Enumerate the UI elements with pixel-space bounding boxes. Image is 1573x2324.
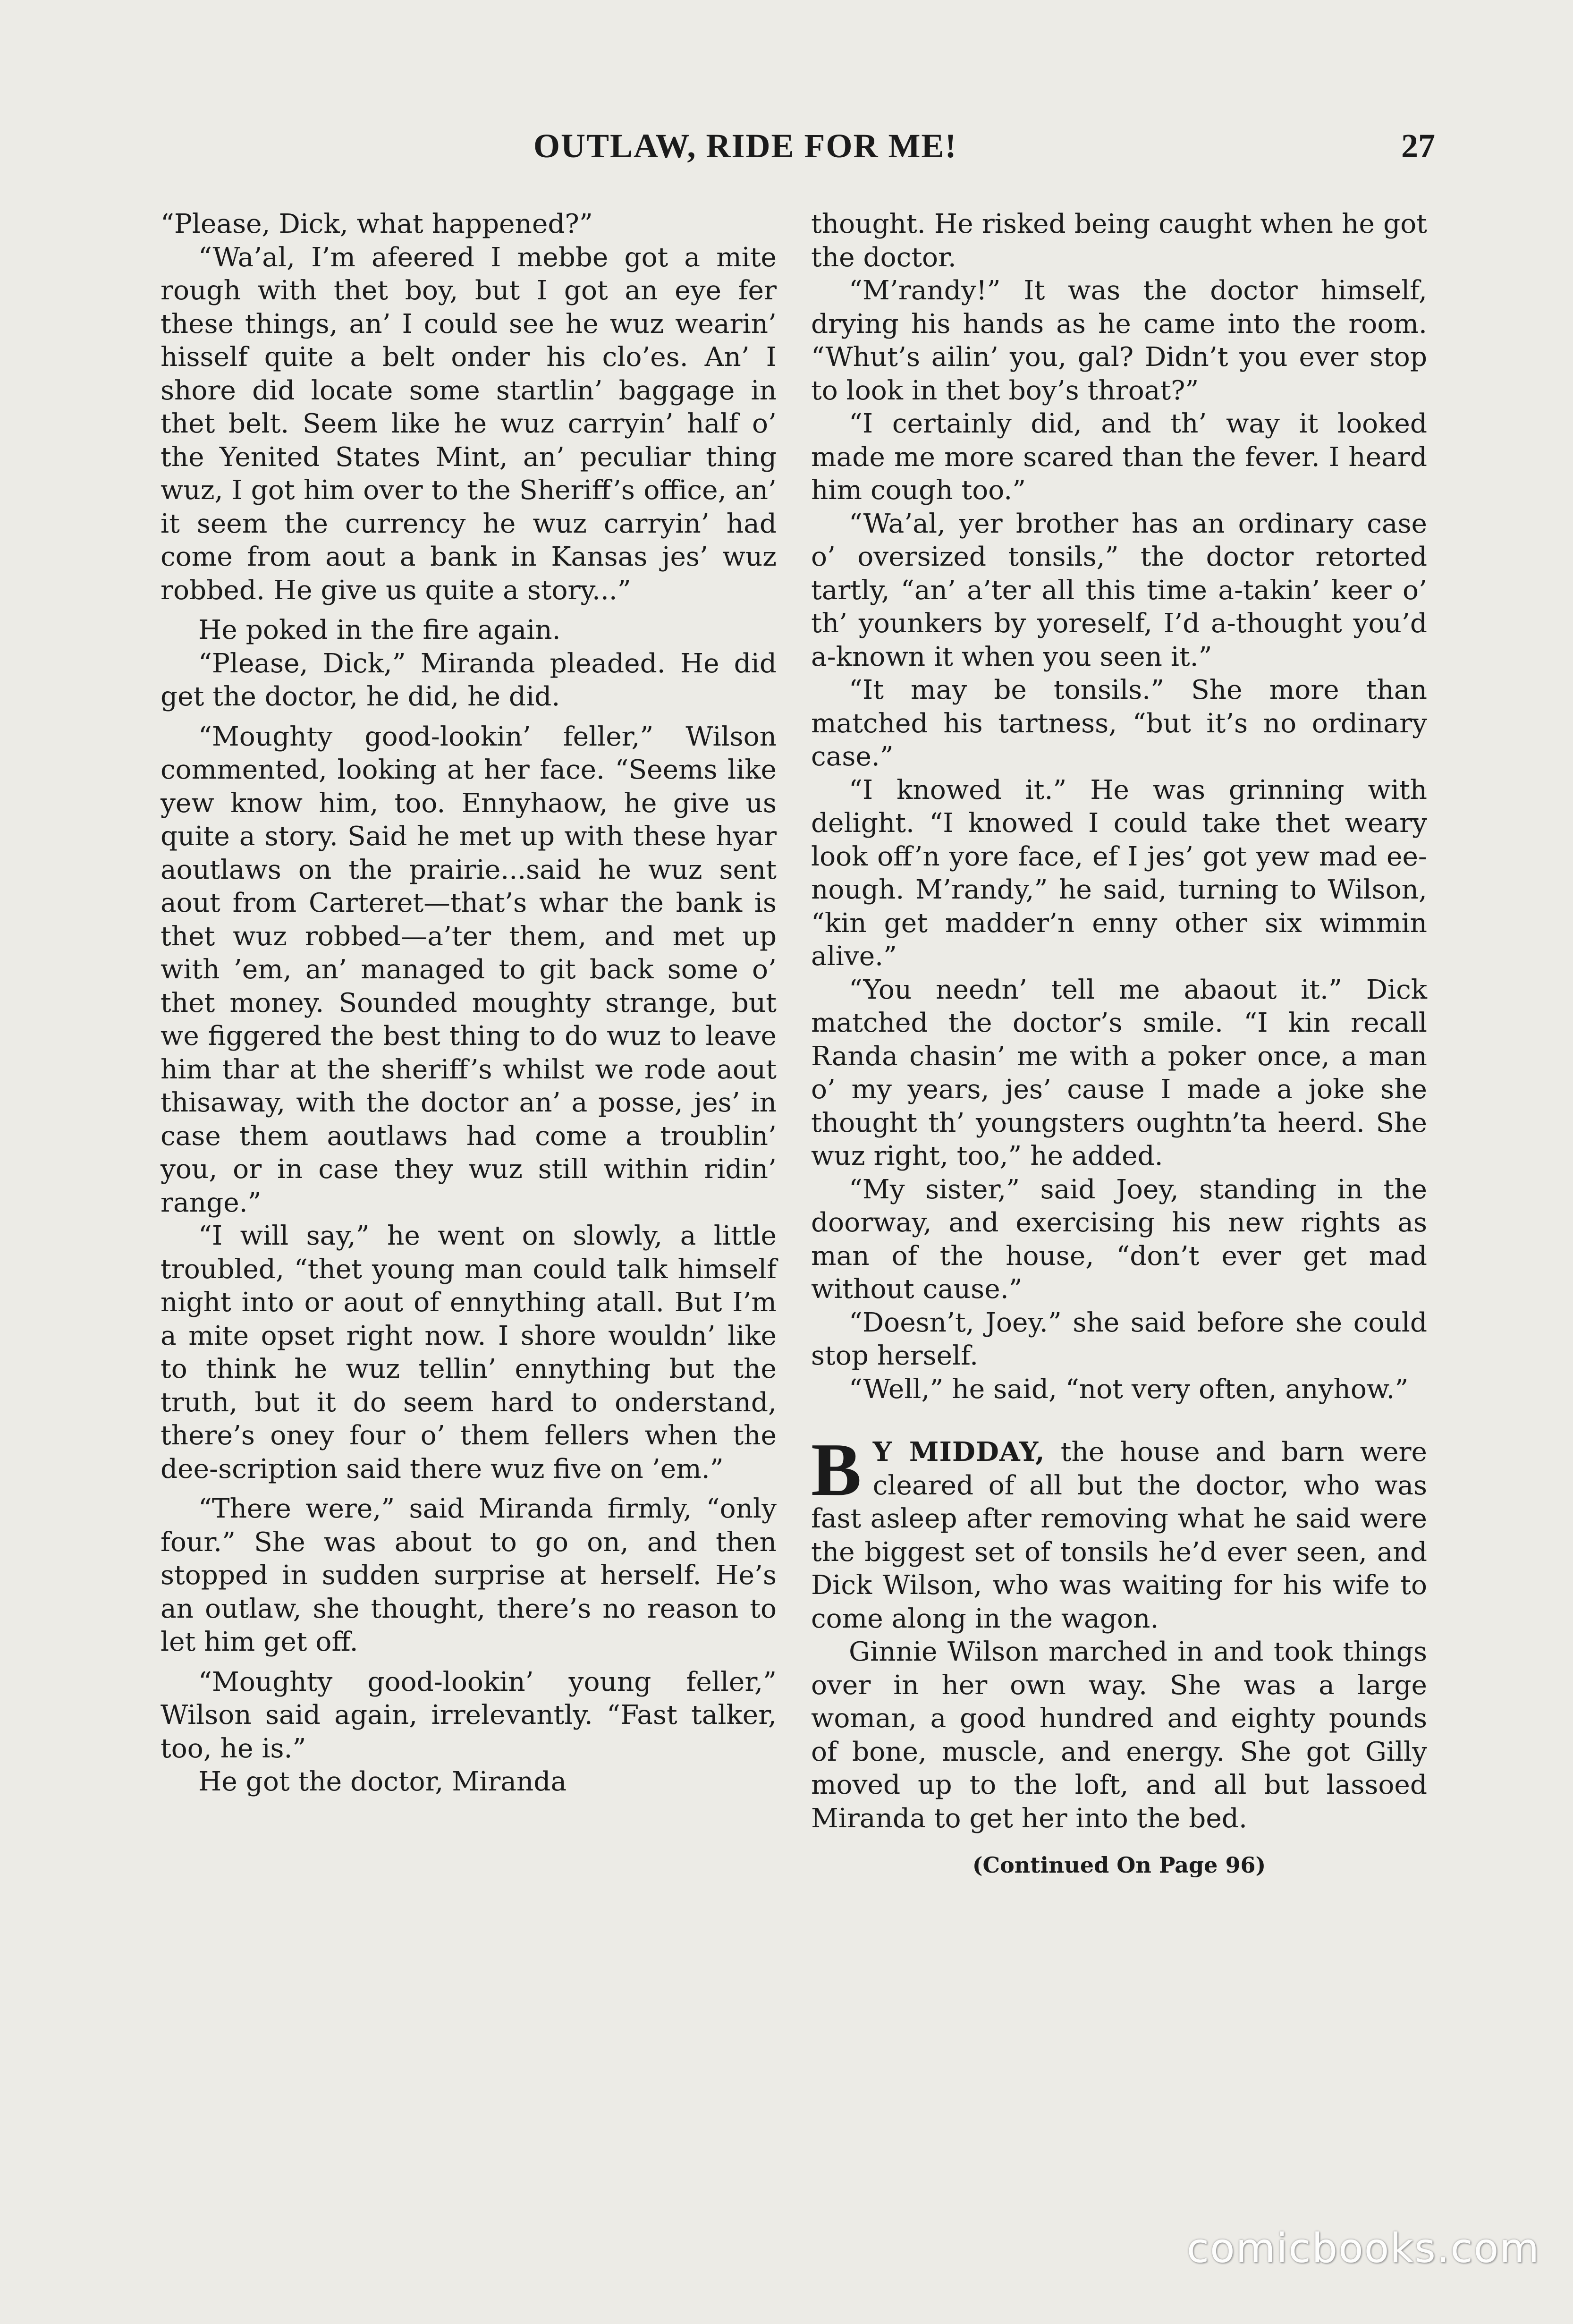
continued-notice: (Continued On Page 96) (972, 1852, 1266, 1878)
paragraph: “My sister,” said Joey, standing in the doorway, and exercising his new rights as man of the house, “don’t ever get mad without cause.” (811, 1174, 1427, 1305)
page-number: 27 (1401, 127, 1435, 165)
right-column (811, 208, 1427, 1882)
paragraph: “I certainly did, and th’ way it looked made me more scared than the fever. I heard him cough too.” (811, 408, 1427, 506)
lead-in-caps: Y MIDDAY, (872, 1436, 1045, 1467)
paragraph: “I knowed it.” He was grinning with delight. “I knowed I could take thet weary look off’n yore face, ef I jes’ got yew mad ee-nough. M’randy,” he said, turning to Wilson, “kin get madder’n enny other six wimmin alive.” (811, 774, 1427, 972)
paragraph: “Wa’al, I’m afeered I mebbe got a mite rough with thet boy, but I got an eye fer these things, an’ I could see he wuz wearin’ hisself quite a belt onder his clo’es. An’ I shore did locate some startlin’ baggage in thet belt. Seem like he wuz carryin’ half o’ the Yenited States Mint, an’ peculiar thing wuz, I got him over to the Sheriff’s office, an’ it seem the currency he wuz carryin’ had come from aout a bank in Kansas jes’ wuz robbed. He give us quite a story...” (161, 242, 777, 606)
paragraph: “I will say,” he went on slowly, a little troubled, “thet young man could talk himself night into or aout of ennything atall. But I’m a mite opset right now. I shore wouldn’ like to think he wuz tellin’ ennything but the truth, but it do seem hard to onderstand, there’s oney four o’ them fellers when the dee-scription said there wuz five on ’em.” (161, 1221, 777, 1484)
paragraph: “It may be tonsils.” She more than matched his tartness, “but it’s no ordinary case.” (811, 675, 1427, 772)
paragraph: “Please, Dick, what happened?” (161, 209, 593, 239)
paragraph: “Doesn’t, Joey.” she said before she could stop herself. (811, 1307, 1427, 1371)
paragraph-text: the house and barn were cleared of all but the doctor, who was fast asleep after removing what he said were the biggest set of tonsils he’d ever seen, and Dick Wilson, who was waiting for his wife to come along in the wagon. (811, 1437, 1427, 1634)
paragraph: “Please, Dick,” Miranda pleaded. He did get the doctor, he did, he did. (161, 648, 777, 712)
paragraph: “M’randy!” It was the doctor himself, drying his hands as he came into the room. “Whut’s ailin’ you, gal? Didn’t you ever stop to look in thet boy’s throat?” (811, 275, 1427, 406)
paragraph: “Moughty good-lookin’ feller,” Wilson commented, looking at her face. “Seems like yew know him, too. Ennyhaow, he give us quite a story. Said he met up with these hyar aoutlaws on the prairie...said he wuz sent aout from Carteret—that’s whar the bank is thet wuz robbed—a’ter them, and met up with ’em, an’ managed to git back some o’ thet money. Sounded moughty strange, but we figgered the best thing to do wuz to leave him thar at the sheriff’s whilst we rode aout thisaway, with the doctor an’ a posse, jes’ in case them aoutlaws had come a troublin’ you, or in case they wuz still within ridin’ range.” (161, 721, 777, 1218)
paragraph: “Well,” he said, “not very often, anyhow.” (849, 1374, 1409, 1405)
section-opening-paragraph (811, 1427, 1427, 1636)
paragraph: Ginnie Wilson marched in and took things over in her own way. She was a large woman, a good hundred and eighty pounds of bone, muscle, and energy. She got Gilly moved up to the loft, and all but lassoed Miranda to get her into the bed. (811, 1637, 1427, 1834)
paragraph: He got the doctor, Miranda (198, 1766, 567, 1797)
page-header (161, 127, 1435, 178)
paragraph: He poked in the fire again. (198, 615, 561, 645)
paragraph: thought. He risked being caught when he got the doctor. (811, 209, 1427, 273)
paragraph: “Moughty good-lookin’ young feller,” Wilson said again, irrelevantly. “Fast talker, too, he is.” (161, 1666, 777, 1764)
paragraph: “You needn’ tell me abaout it.” Dick matched the doctor’s smile. “I kin recall Randa chasin’ me with a poker once, a man o’ my years, jes’ cause I made a joke she thought th’ youngsters oughtn’ta heerd. She wuz right, too,” he added. (811, 974, 1427, 1171)
paragraph: “There were,” said Miranda firmly, “only four.” She was about to go on, and then stopped in sudden surprise at herself. He’s an outlaw, she thought, there’s no reason to let him get off. (161, 1493, 777, 1657)
paragraph: “Wa’al, yer brother has an ordinary case o’ oversized tonsils,” the doctor retorted tartly, “an’ a’ter all this time a-takin’ keer o’ th’ younkers by yoreself, I’d a-thought you’d a-known it when you seen it.” (811, 508, 1427, 672)
watermark-logo: comicbooks.com (1186, 2225, 1540, 2272)
drop-cap: B (811, 1427, 862, 1511)
left-column (161, 208, 777, 1799)
running-title: OUTLAW, RIDE FOR ME! (533, 127, 957, 165)
